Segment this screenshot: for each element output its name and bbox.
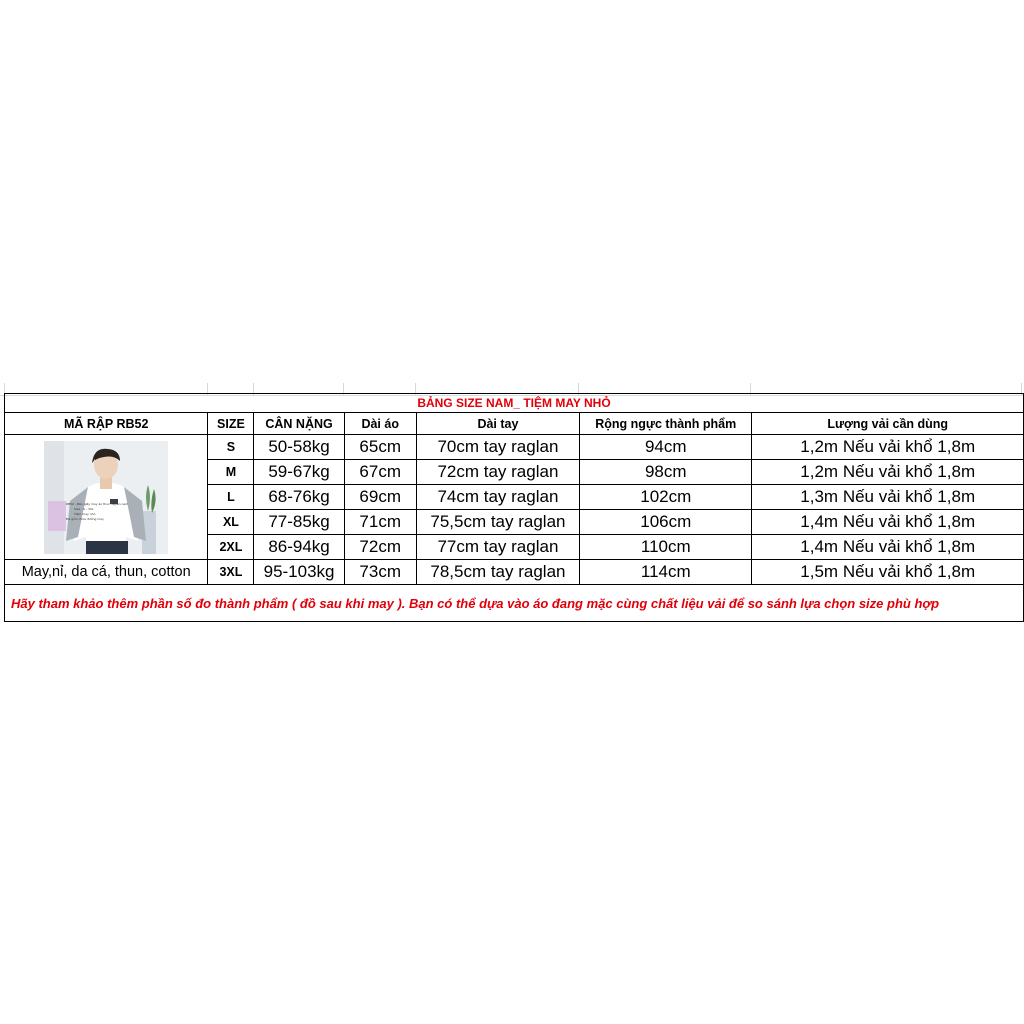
product-photo bbox=[44, 441, 168, 554]
fabric-amount-cell: 1,2m Nếu vải khổ 1,8m bbox=[752, 460, 1024, 485]
fabric-amount-cell: 1,4m Nếu vải khổ 1,8m bbox=[752, 535, 1024, 560]
sleeve-length-cell: 77cm tay raglan bbox=[416, 535, 579, 560]
weight-cell: 86-94kg bbox=[254, 535, 344, 560]
header-size: SIZE bbox=[208, 413, 254, 435]
table-row bbox=[5, 435, 1024, 460]
spreadsheet-area bbox=[0, 383, 1024, 643]
product-photo-cell bbox=[5, 435, 208, 560]
sleeve-length-cell: 72cm tay raglan bbox=[416, 460, 579, 485]
fabric-amount-cell: 1,2m Nếu vải khổ 1,8m bbox=[752, 435, 1024, 460]
shirt-length-cell: 71cm bbox=[344, 510, 416, 535]
weight-cell: 59-67kg bbox=[254, 460, 344, 485]
header-pattern-code: MÃ RẬP RB52 bbox=[5, 413, 208, 435]
fabric-amount-cell: 1,4m Nếu vải khổ 1,8m bbox=[752, 510, 1024, 535]
header-shirt-length: Dài áo bbox=[344, 413, 416, 435]
shirt-length-cell: 67cm bbox=[344, 460, 416, 485]
size-note: Hãy tham khảo thêm phần số đo thành phẩm ( đồ sau khi may ). Bạn có thể dựa vào áo đang mặc cùng chất liệu vải để so sánh lựa chọn size phù hợp bbox=[5, 585, 1024, 622]
header-chest-width: Rộng ngực thành phẩm bbox=[580, 413, 752, 435]
fabric-amount-cell: 1,5m Nếu vải khổ 1,8m bbox=[752, 560, 1024, 585]
model-photo-image bbox=[44, 441, 168, 554]
chest-width-cell: 102cm bbox=[580, 485, 752, 510]
shirt-length-cell: 65cm bbox=[344, 435, 416, 460]
shirt-length-cell: 73cm bbox=[344, 560, 416, 585]
chest-width-cell: 114cm bbox=[580, 560, 752, 585]
size-cell: 2XL bbox=[208, 535, 254, 560]
size-cell: XL bbox=[208, 510, 254, 535]
shirt-length-cell: 69cm bbox=[344, 485, 416, 510]
title-row bbox=[5, 394, 1024, 413]
chest-width-cell: 94cm bbox=[580, 435, 752, 460]
header-weight: CÂN NẶNG bbox=[254, 413, 344, 435]
sleeve-length-cell: 75,5cm tay raglan bbox=[416, 510, 579, 535]
size-cell: M bbox=[208, 460, 254, 485]
chest-width-cell: 98cm bbox=[580, 460, 752, 485]
header-sleeve-length: Dài tay bbox=[416, 413, 579, 435]
sleeve-length-cell: 74cm tay raglan bbox=[416, 485, 579, 510]
header-row bbox=[5, 413, 1024, 435]
svg-text:Size : S - 3XL: Size : S - 3XL bbox=[74, 506, 94, 511]
size-cell: 3XL bbox=[208, 560, 254, 585]
fabric-type-cell: May,nỉ, da cá, thun, cotton bbox=[5, 560, 208, 585]
fabric-amount-cell: 1,3m Nếu vải khổ 1,8m bbox=[752, 485, 1024, 510]
note-row bbox=[5, 585, 1024, 622]
sleeve-length-cell: 78,5cm tay raglan bbox=[416, 560, 579, 585]
chest-width-cell: 110cm bbox=[580, 535, 752, 560]
svg-text:RB52 - Bản giấy may áo thun ra: RB52 - Bản giấy may áo thun raglan nam bbox=[66, 501, 129, 506]
weight-cell: 68-76kg bbox=[254, 485, 344, 510]
size-cell: L bbox=[208, 485, 254, 510]
svg-text:Tiệm may nhỏ: Tiệm may nhỏ bbox=[74, 511, 96, 516]
weight-cell: 50-58kg bbox=[254, 435, 344, 460]
size-table bbox=[4, 393, 1024, 622]
weight-cell: 77-85kg bbox=[254, 510, 344, 535]
size-cell: S bbox=[208, 435, 254, 460]
shirt-length-cell: 72cm bbox=[344, 535, 416, 560]
svg-text:Đã gồm chừa đường may: Đã gồm chừa đường may bbox=[66, 516, 105, 521]
weight-cell: 95-103kg bbox=[254, 560, 344, 585]
table-row bbox=[5, 560, 1024, 585]
sleeve-length-cell: 70cm tay raglan bbox=[416, 435, 579, 460]
table-title: BẢNG SIZE NAM_ TIỆM MAY NHỎ bbox=[5, 394, 1024, 413]
header-fabric-amount: Lượng vải cần dùng bbox=[752, 413, 1024, 435]
chest-width-cell: 106cm bbox=[580, 510, 752, 535]
